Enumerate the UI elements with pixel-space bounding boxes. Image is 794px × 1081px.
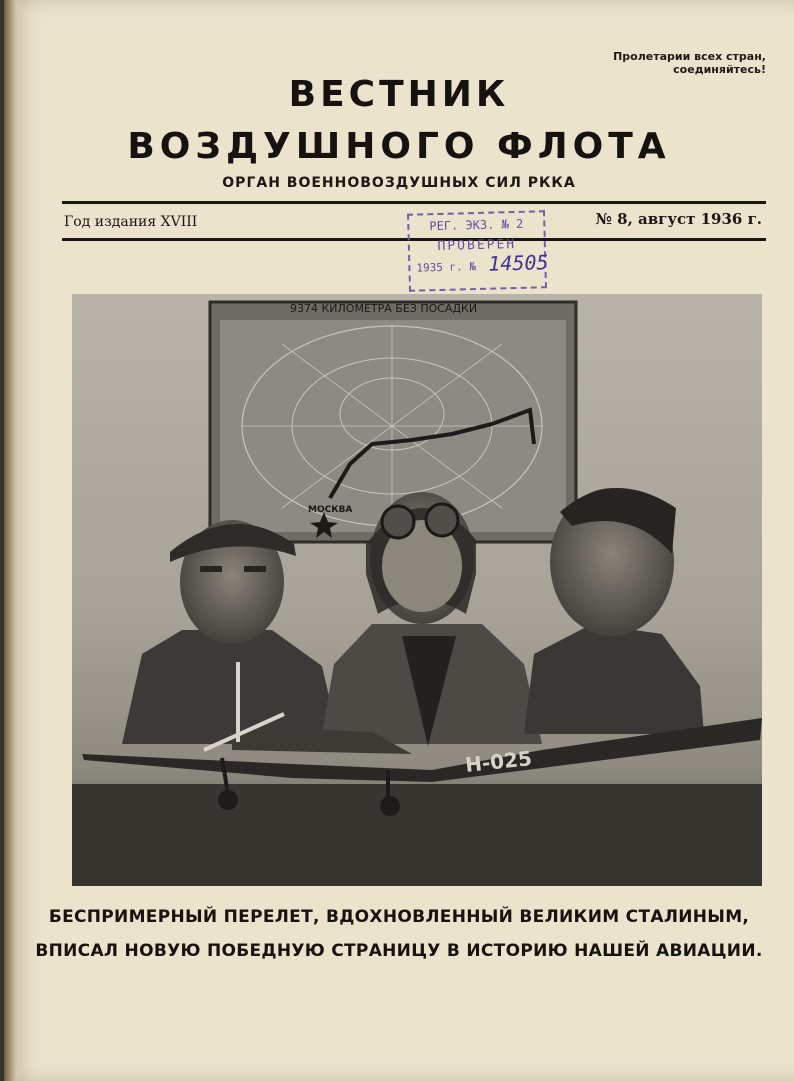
masthead-title-line1: ВЕСТНИК — [288, 74, 510, 115]
issue-number: № 8, август 1936 г. — [595, 210, 762, 228]
portrait-left — [122, 520, 340, 744]
masthead-motto: Пролетарии всех стран, соединяйтесь! — [613, 50, 766, 76]
map-title: 9374 КИЛОМЕТРА БЕЗ ПОСАДКИ — [290, 302, 478, 315]
stamp-line1: РЕГ. ЭКЗ. № 2 — [429, 216, 524, 234]
stamp-handwritten-number: 14505 — [488, 250, 549, 276]
cover-photo-illustration — [72, 294, 762, 886]
plane-marking: Н-025 — [464, 746, 533, 777]
stamp-line3: 1935 г. № — [416, 260, 477, 275]
publication-year: Год издания XVIII — [64, 214, 198, 230]
map-city-label: МОСКВА — [308, 505, 353, 515]
airfield-ground — [72, 784, 762, 886]
stamp-line2: ПРОВЕРЕН — [437, 236, 517, 255]
caption-line2: ВПИСАЛ НОВУЮ ПОБЕДНУЮ СТРАНИЦУ В ИСТОРИЮ НАШЕЙ АВИАЦИИ. — [35, 941, 763, 961]
masthead-rule-top — [62, 201, 766, 204]
magazine-page — [4, 0, 794, 1081]
caption-line1: БЕСПРИМЕРНЫЙ ПЕРЕЛЕТ, ВДОХНОВЛЕННЫЙ ВЕЛИКИМ СТАЛИНЫМ, — [48, 907, 750, 927]
library-stamp — [407, 210, 547, 292]
masthead-organ: ОРГАН ВОЕННОВОЗДУШНЫХ СИЛ РККА — [222, 175, 576, 191]
masthead-title-line2: ВОЗДУШНОГО ФЛОТА — [127, 126, 671, 167]
cover-photo — [72, 294, 762, 886]
